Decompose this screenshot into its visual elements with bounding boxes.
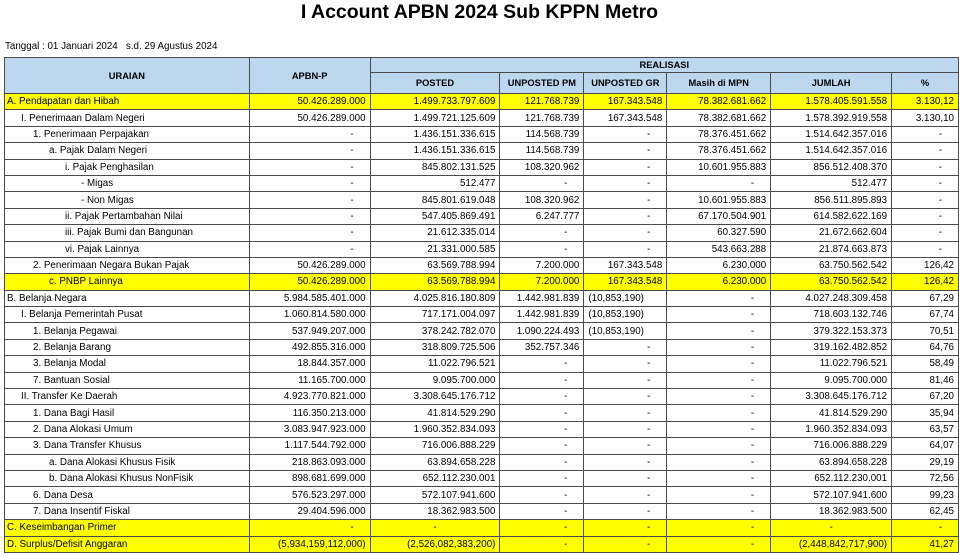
cell-jumlah: 4.027.248.309.458 <box>771 290 892 306</box>
cell-uraian: a. Pajak Dalam Negeri <box>5 143 250 159</box>
cell-unposted-pm: 7.200.000 <box>500 274 584 290</box>
cell-masih-mpn: 78.382.681.662 <box>667 94 771 110</box>
cell-posted: 845.801.619.048 <box>370 192 500 208</box>
page-title: I Account APBN 2024 Sub KPPN Metro <box>300 1 659 23</box>
cell-uraian: b. Dana Alokasi Khusus NonFisik <box>5 470 250 486</box>
cell-unposted-gr: - <box>584 208 667 224</box>
table-row <box>5 143 959 159</box>
cell-posted: 1.499.721.125.609 <box>370 110 500 126</box>
cell-masih-mpn: - <box>667 389 771 405</box>
cell-uraian: iii. Pajak Bumi dan Bangunan <box>5 225 250 241</box>
cell-posted: 652.112.230.001 <box>370 470 500 486</box>
cell-jumlah: 3.308.645.176.712 <box>771 389 892 405</box>
cell-unposted-pm: 1.442.981.839 <box>500 290 584 306</box>
table-row <box>5 372 959 388</box>
cell-unposted-gr: 167.343.548 <box>584 110 667 126</box>
cell-posted: (2,526,082,383,200) <box>370 536 500 552</box>
cell-unposted-pm: - <box>500 520 584 536</box>
cell-unposted-gr: - <box>584 470 667 486</box>
cell-unposted-gr: - <box>584 192 667 208</box>
cell-uraian: B. Belanja Negara <box>5 290 250 306</box>
cell-unposted-gr: 167.343.548 <box>584 94 667 110</box>
cell-masih-mpn: - <box>667 290 771 306</box>
cell-masih-mpn: - <box>667 470 771 486</box>
table-row <box>5 405 959 421</box>
cell-apbnp: - <box>249 143 370 159</box>
cell-posted: - <box>370 520 500 536</box>
header-masih-mpn: Masih di MPN <box>667 73 771 94</box>
cell-apbnp: 29.404.596.000 <box>249 503 370 519</box>
cell-apbnp: 218.863.093.000 <box>249 454 370 470</box>
cell-jumlah: 1.578.405.591.558 <box>771 94 892 110</box>
cell-pct: - <box>892 159 959 175</box>
cell-uraian: I. Belanja Pemerintah Pusat <box>5 307 250 323</box>
cell-unposted-gr: - <box>584 389 667 405</box>
table-row <box>5 356 959 372</box>
cell-unposted-pm: - <box>500 421 584 437</box>
cell-jumlah: 63.750.562.542 <box>771 257 892 273</box>
cell-posted: 41.814.529.290 <box>370 405 500 421</box>
cell-posted: 572.107.941.600 <box>370 487 500 503</box>
cell-pct: - <box>892 143 959 159</box>
cell-jumlah: 379.322.153.373 <box>771 323 892 339</box>
cell-posted: 1.436.151.336.615 <box>370 126 500 142</box>
cell-jumlah: 856.511.895.893 <box>771 192 892 208</box>
table-row <box>5 470 959 486</box>
cell-apbnp: 576.523.297.000 <box>249 487 370 503</box>
cell-pct: - <box>892 241 959 257</box>
cell-uraian: 7. Bantuan Sosial <box>5 372 250 388</box>
cell-posted: 717.171.004.097 <box>370 307 500 323</box>
cell-unposted-gr: - <box>584 372 667 388</box>
cell-apbnp: - <box>249 175 370 191</box>
cell-jumlah: 652.112.230.001 <box>771 470 892 486</box>
cell-posted: 547.405.869.491 <box>370 208 500 224</box>
cell-unposted-gr: - <box>584 520 667 536</box>
cell-pct: 63,57 <box>892 421 959 437</box>
cell-masih-mpn: 60.327.590 <box>667 225 771 241</box>
cell-posted: 63.569.788.994 <box>370 274 500 290</box>
cell-masih-mpn: - <box>667 487 771 503</box>
cell-masih-mpn: - <box>667 536 771 552</box>
cell-uraian: - Migas <box>5 175 250 191</box>
cell-apbnp: - <box>249 126 370 142</box>
table-row <box>5 307 959 323</box>
cell-masih-mpn: - <box>667 372 771 388</box>
cell-uraian: 3. Belanja Modal <box>5 356 250 372</box>
cell-unposted-pm: 1.442.981.839 <box>500 307 584 323</box>
cell-unposted-gr: - <box>584 175 667 191</box>
cell-unposted-pm: - <box>500 241 584 257</box>
cell-unposted-gr: (10,853,190) <box>584 307 667 323</box>
cell-unposted-gr: (10,853,190) <box>584 290 667 306</box>
cell-posted: 1.436.151.336.615 <box>370 143 500 159</box>
cell-unposted-pm: - <box>500 438 584 454</box>
cell-posted: 21.331.000.585 <box>370 241 500 257</box>
table-row <box>5 536 959 552</box>
cell-unposted-gr: - <box>584 503 667 519</box>
cell-unposted-pm: - <box>500 225 584 241</box>
cell-posted: 1.960.352.834.093 <box>370 421 500 437</box>
cell-jumlah: 11.022.796.521 <box>771 356 892 372</box>
cell-unposted-gr: - <box>584 143 667 159</box>
cell-unposted-gr: 167.343.548 <box>584 257 667 273</box>
cell-jumlah: 856.512.408.370 <box>771 159 892 175</box>
table-row <box>5 192 959 208</box>
cell-jumlah: 21.874.663.873 <box>771 241 892 257</box>
cell-pct: 67,20 <box>892 389 959 405</box>
header-posted: POSTED <box>370 73 500 94</box>
table-row <box>5 503 959 519</box>
cell-jumlah: 319.162.482.852 <box>771 339 892 355</box>
cell-unposted-pm: - <box>500 175 584 191</box>
table-row <box>5 290 959 306</box>
header-unposted-pm: UNPOSTED PM <box>500 73 584 94</box>
cell-apbnp: - <box>249 520 370 536</box>
cell-pct: 67,74 <box>892 307 959 323</box>
cell-masih-mpn: 67.170.504.901 <box>667 208 771 224</box>
cell-jumlah: 9.095.700.000 <box>771 372 892 388</box>
cell-masih-mpn: 78.382.681.662 <box>667 110 771 126</box>
cell-jumlah: 1.578.392.919.558 <box>771 110 892 126</box>
cell-pct: 81,46 <box>892 372 959 388</box>
cell-uraian: I. Penerimaan Dalam Negeri <box>5 110 250 126</box>
cell-posted: 845.802.131.525 <box>370 159 500 175</box>
cell-jumlah: 572.107.941.600 <box>771 487 892 503</box>
cell-apbnp: 537.949.207.000 <box>249 323 370 339</box>
cell-apbnp: 50.426.289.000 <box>249 274 370 290</box>
cell-jumlah: 1.514.642.357.016 <box>771 126 892 142</box>
cell-unposted-pm: - <box>500 503 584 519</box>
cell-uraian: vi. Pajak Lainnya <box>5 241 250 257</box>
cell-unposted-pm: 114.568.739 <box>500 126 584 142</box>
cell-pct: 3.130,10 <box>892 110 959 126</box>
cell-posted: 21.612.335.014 <box>370 225 500 241</box>
cell-pct: 126,42 <box>892 257 959 273</box>
cell-unposted-gr: (10,853,190) <box>584 323 667 339</box>
cell-masih-mpn: - <box>667 520 771 536</box>
cell-pct: 99,23 <box>892 487 959 503</box>
cell-masih-mpn: - <box>667 356 771 372</box>
cell-posted: 716.006.888.229 <box>370 438 500 454</box>
cell-unposted-pm: - <box>500 454 584 470</box>
cell-unposted-gr: - <box>584 536 667 552</box>
cell-uraian: A. Pendapatan dan Hibah <box>5 94 250 110</box>
cell-uraian: 1. Penerimaan Perpajakan <box>5 126 250 142</box>
cell-apbnp: 1.117.544.792.000 <box>249 438 370 454</box>
header-pct: % <box>892 73 959 94</box>
cell-uraian: 6. Dana Desa <box>5 487 250 503</box>
cell-unposted-pm: 121.768.739 <box>500 110 584 126</box>
table-row <box>5 225 959 241</box>
cell-apbnp: - <box>249 192 370 208</box>
cell-apbnp: 50.426.289.000 <box>249 257 370 273</box>
cell-apbnp: 116.350.213.000 <box>249 405 370 421</box>
cell-unposted-gr: - <box>584 356 667 372</box>
cell-uraian: 2. Penerimaan Negara Bukan Pajak <box>5 257 250 273</box>
table-row <box>5 126 959 142</box>
cell-masih-mpn: - <box>667 503 771 519</box>
cell-pct: - <box>892 208 959 224</box>
cell-posted: 3.308.645.176.712 <box>370 389 500 405</box>
cell-apbnp: 50.426.289.000 <box>249 94 370 110</box>
cell-uraian: 7. Dana Insentif Fiskal <box>5 503 250 519</box>
cell-posted: 1.499.733.797.609 <box>370 94 500 110</box>
table-row <box>5 159 959 175</box>
table-row <box>5 257 959 273</box>
cell-unposted-gr: - <box>584 405 667 421</box>
cell-masih-mpn: 10.601.955.883 <box>667 192 771 208</box>
cell-unposted-pm: 6.247.777 <box>500 208 584 224</box>
cell-unposted-pm: - <box>500 372 584 388</box>
cell-unposted-gr: - <box>584 126 667 142</box>
cell-jumlah: 18.362.983.500 <box>771 503 892 519</box>
cell-uraian: - Non Migas <box>5 192 250 208</box>
cell-unposted-pm: 114.568.739 <box>500 143 584 159</box>
cell-jumlah: 63.894.658.228 <box>771 454 892 470</box>
cell-apbnp: - <box>249 241 370 257</box>
cell-masih-mpn: - <box>667 323 771 339</box>
cell-masih-mpn: - <box>667 339 771 355</box>
cell-posted: 318.809.725.506 <box>370 339 500 355</box>
table-row <box>5 454 959 470</box>
cell-posted: 63.894.658.228 <box>370 454 500 470</box>
cell-pct: - <box>892 126 959 142</box>
table-row <box>5 438 959 454</box>
cell-unposted-pm: - <box>500 405 584 421</box>
cell-apbnp: 1.060.814.580.000 <box>249 307 370 323</box>
header-uraian: URAIAN <box>5 58 250 94</box>
cell-unposted-gr: - <box>584 159 667 175</box>
cell-uraian: II. Transfer Ke Daerah <box>5 389 250 405</box>
cell-pct: 72,56 <box>892 470 959 486</box>
table-row <box>5 208 959 224</box>
cell-masih-mpn: 10.601.955.883 <box>667 159 771 175</box>
cell-pct: 126,42 <box>892 274 959 290</box>
cell-pct: 3.130,12 <box>892 94 959 110</box>
cell-posted: 4.025.816.180.809 <box>370 290 500 306</box>
cell-jumlah: (2,448,842,717,900) <box>771 536 892 552</box>
cell-uraian: 2. Belanja Barang <box>5 339 250 355</box>
header-apbnp: APBN-P <box>249 58 370 94</box>
cell-uraian: D. Surplus/Defisit Anggaran <box>5 536 250 552</box>
table-row <box>5 110 959 126</box>
cell-unposted-pm: 108.320.962 <box>500 192 584 208</box>
cell-pct: 64,07 <box>892 438 959 454</box>
cell-pct: 41,27 <box>892 536 959 552</box>
cell-apbnp: 898.681.699.000 <box>249 470 370 486</box>
cell-posted: 378.242.782.070 <box>370 323 500 339</box>
cell-unposted-gr: - <box>584 339 667 355</box>
cell-uraian: 3. Dana Transfer Khusus <box>5 438 250 454</box>
table-row <box>5 421 959 437</box>
table-row <box>5 389 959 405</box>
cell-unposted-gr: 167.343.548 <box>584 274 667 290</box>
cell-uraian: 2. Dana Alokasi Umum <box>5 421 250 437</box>
cell-apbnp: 4.923.770.821.000 <box>249 389 370 405</box>
cell-posted: 18.362.983.500 <box>370 503 500 519</box>
cell-apbnp: 11.165.700.000 <box>249 372 370 388</box>
cell-masih-mpn: 543.663.288 <box>667 241 771 257</box>
cell-unposted-pm: - <box>500 487 584 503</box>
cell-posted: 512.477 <box>370 175 500 191</box>
cell-unposted-gr: - <box>584 241 667 257</box>
cell-unposted-pm: 121.768.739 <box>500 94 584 110</box>
cell-apbnp: 3.083.947.923.000 <box>249 421 370 437</box>
header-realisasi: REALISASI <box>370 58 958 73</box>
cell-unposted-gr: - <box>584 438 667 454</box>
cell-pct: - <box>892 225 959 241</box>
cell-masih-mpn: 6.230.000 <box>667 274 771 290</box>
cell-jumlah: 63.750.562.542 <box>771 274 892 290</box>
cell-unposted-gr: - <box>584 487 667 503</box>
cell-unposted-pm: 7.200.000 <box>500 257 584 273</box>
cell-jumlah: 1.514.642.357.016 <box>771 143 892 159</box>
cell-apbnp: (5,934,159,112,000) <box>249 536 370 552</box>
cell-pct: 58,49 <box>892 356 959 372</box>
table-row <box>5 323 959 339</box>
cell-jumlah: 21.672.662.604 <box>771 225 892 241</box>
cell-jumlah: - <box>771 520 892 536</box>
cell-uraian: c. PNBP Lainnya <box>5 274 250 290</box>
cell-uraian: i. Pajak Penghasilan <box>5 159 250 175</box>
cell-unposted-pm: 108.320.962 <box>500 159 584 175</box>
cell-masih-mpn: 6.230.000 <box>667 257 771 273</box>
cell-masih-mpn: 78.376.451.662 <box>667 143 771 159</box>
cell-pct: 67,29 <box>892 290 959 306</box>
cell-unposted-gr: - <box>584 225 667 241</box>
cell-posted: 9.095.700.000 <box>370 372 500 388</box>
cell-masih-mpn: - <box>667 307 771 323</box>
table-row <box>5 520 959 536</box>
header-unposted-gr: UNPOSTED GR <box>584 73 667 94</box>
cell-jumlah: 1.960.352.834.093 <box>771 421 892 437</box>
cell-pct: 35,94 <box>892 405 959 421</box>
apbn-table <box>4 57 959 553</box>
cell-jumlah: 718.603.132.746 <box>771 307 892 323</box>
cell-unposted-pm: - <box>500 536 584 552</box>
cell-unposted-pm: - <box>500 470 584 486</box>
table-row <box>5 274 959 290</box>
cell-apbnp: 18.844.357.000 <box>249 356 370 372</box>
cell-apbnp: 5.984.585.401.000 <box>249 290 370 306</box>
header-jumlah: JUMLAH <box>771 73 892 94</box>
cell-apbnp: - <box>249 159 370 175</box>
cell-pct: 62,45 <box>892 503 959 519</box>
cell-pct: - <box>892 520 959 536</box>
cell-masih-mpn: 78.376.451.662 <box>667 126 771 142</box>
cell-unposted-pm: 352.757.346 <box>500 339 584 355</box>
cell-apbnp: - <box>249 208 370 224</box>
table-row <box>5 94 959 110</box>
cell-uraian: 1. Belanja Pegawai <box>5 323 250 339</box>
cell-masih-mpn: - <box>667 421 771 437</box>
table-row <box>5 241 959 257</box>
cell-posted: 63.569.788.994 <box>370 257 500 273</box>
cell-unposted-gr: - <box>584 421 667 437</box>
cell-jumlah: 512.477 <box>771 175 892 191</box>
cell-jumlah: 716.006.888.229 <box>771 438 892 454</box>
table-row <box>5 175 959 191</box>
cell-uraian: ii. Pajak Pertambahan Nilai <box>5 208 250 224</box>
report-period: Tanggal : 01 Januari 2024 s.d. 29 Agustus 2024 <box>5 41 218 52</box>
cell-uraian: a. Dana Alokasi Khusus Fisik <box>5 454 250 470</box>
cell-uraian: C. Keseimbangan Primer <box>5 520 250 536</box>
table-row <box>5 487 959 503</box>
cell-pct: - <box>892 192 959 208</box>
cell-pct: 29,19 <box>892 454 959 470</box>
cell-masih-mpn: - <box>667 454 771 470</box>
cell-unposted-pm: - <box>500 389 584 405</box>
cell-uraian: 1. Dana Bagi Hasil <box>5 405 250 421</box>
cell-apbnp: - <box>249 225 370 241</box>
cell-apbnp: 492.855.316.000 <box>249 339 370 355</box>
cell-unposted-pm: 1.090.224.493 <box>500 323 584 339</box>
cell-posted: 11.022.796.521 <box>370 356 500 372</box>
cell-masih-mpn: - <box>667 175 771 191</box>
cell-pct: 64,76 <box>892 339 959 355</box>
cell-masih-mpn: - <box>667 405 771 421</box>
cell-jumlah: 41.814.529.290 <box>771 405 892 421</box>
cell-jumlah: 614.582.622.169 <box>771 208 892 224</box>
table-row <box>5 339 959 355</box>
cell-unposted-gr: - <box>584 454 667 470</box>
cell-apbnp: 50.426.289.000 <box>249 110 370 126</box>
cell-pct: 70,51 <box>892 323 959 339</box>
cell-pct: - <box>892 175 959 191</box>
cell-masih-mpn: - <box>667 438 771 454</box>
cell-unposted-pm: - <box>500 356 584 372</box>
table-body <box>5 94 959 553</box>
